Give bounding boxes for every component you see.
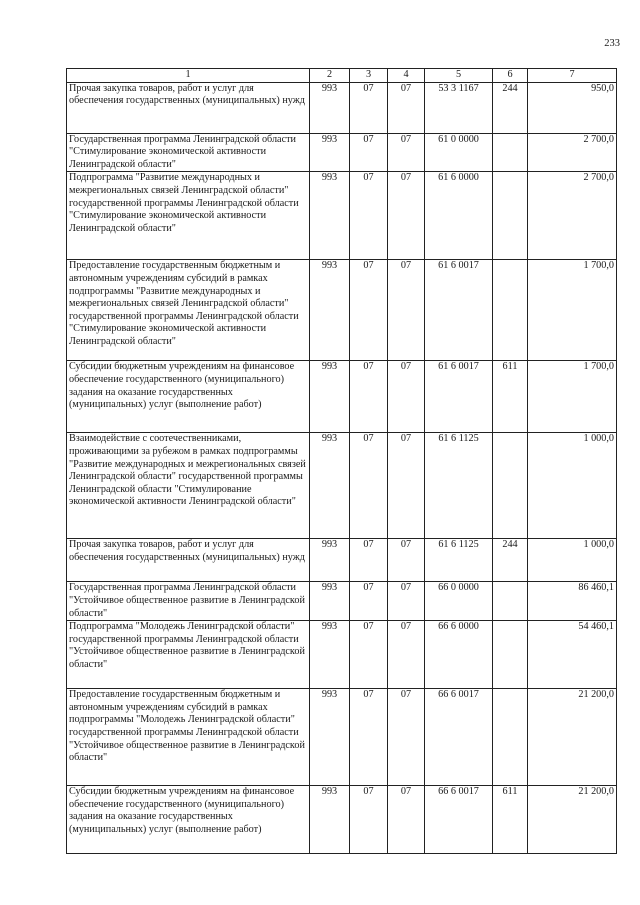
- table-row: [67, 133, 617, 172]
- ministry-code: 993: [310, 260, 350, 361]
- row-description: Подпрограмма "Развитие международных и межрегиональных связей Ленинградской области" государственной программы Ленинградской области "Стимулирование экономической активности Ленинградской области": [67, 172, 310, 260]
- table-row: [67, 260, 617, 361]
- row-description: Прочая закупка товаров, работ и услуг для обеспечения государственных (муниципальных) нужд: [67, 539, 310, 582]
- row-description: Государственная программа Ленинградской области "Стимулирование экономической активности Ленинградской области": [67, 133, 310, 172]
- amount: 1 000,0: [528, 539, 617, 582]
- table-row: [67, 539, 617, 582]
- target-article-code: 66 0 0000: [425, 582, 493, 621]
- ministry-code: 993: [310, 621, 350, 689]
- amount: 2 700,0: [528, 133, 617, 172]
- subsection-code: 07: [388, 260, 425, 361]
- subsection-code: 07: [388, 82, 425, 133]
- subsection-code: 07: [388, 133, 425, 172]
- section-code: 07: [350, 539, 388, 582]
- column-header: 7: [528, 69, 617, 83]
- column-header: 5: [425, 69, 493, 83]
- ministry-code: 993: [310, 786, 350, 854]
- budget-table: [66, 68, 617, 854]
- subsection-code: 07: [388, 786, 425, 854]
- target-article-code: 61 6 0017: [425, 260, 493, 361]
- amount: 54 460,1: [528, 621, 617, 689]
- header-row: [67, 69, 617, 83]
- expense-type-code: [493, 689, 528, 786]
- table-row: [67, 361, 617, 433]
- ministry-code: 993: [310, 582, 350, 621]
- row-description: Предоставление государственным бюджетным и автономным учреждениям субсидий в рамках подпрограммы "Развитие международных и межрегиональных связей Ленинградской области" государственной программы Ленинградской области "Стимулирование экономической активности Ленинградской области": [67, 260, 310, 361]
- amount: 1 700,0: [528, 361, 617, 433]
- ministry-code: 993: [310, 539, 350, 582]
- amount: 21 200,0: [528, 786, 617, 854]
- subsection-code: 07: [388, 582, 425, 621]
- amount: 1 700,0: [528, 260, 617, 361]
- section-code: 07: [350, 361, 388, 433]
- row-description: Субсидии бюджетным учреждениям на финансовое обеспечение государственного (муниципального) задания на оказание государственных (муниципальных) услуг (выполнение работ): [67, 361, 310, 433]
- ministry-code: 993: [310, 172, 350, 260]
- expense-type-code: [493, 582, 528, 621]
- section-code: 07: [350, 621, 388, 689]
- section-code: 07: [350, 172, 388, 260]
- ministry-code: 993: [310, 133, 350, 172]
- row-description: Прочая закупка товаров, работ и услуг для обеспечения государственных (муниципальных) нужд: [67, 82, 310, 133]
- amount: 2 700,0: [528, 172, 617, 260]
- row-description: Субсидии бюджетным учреждениям на финансовое обеспечение государственного (муниципального) задания на оказание государственных (муниципальных) услуг (выполнение работ): [67, 786, 310, 854]
- table-row: [67, 582, 617, 621]
- subsection-code: 07: [388, 172, 425, 260]
- expense-type-code: [493, 133, 528, 172]
- table-row: [67, 172, 617, 260]
- expense-type-code: 244: [493, 82, 528, 133]
- expense-type-code: 611: [493, 361, 528, 433]
- table-row: [67, 82, 617, 133]
- subsection-code: 07: [388, 539, 425, 582]
- target-article-code: 61 6 0017: [425, 361, 493, 433]
- expense-type-code: [493, 433, 528, 539]
- amount: 86 460,1: [528, 582, 617, 621]
- target-article-code: 66 6 0000: [425, 621, 493, 689]
- row-description: Взаимодействие с соотечественниками, проживающими за рубежом в рамках подпрограммы "Развитие международных и межрегиональных связей Ленинградской области" государственной программы Ленинградской области "Стимулирование экономической активности Ленинградской области": [67, 433, 310, 539]
- target-article-code: 53 3 1167: [425, 82, 493, 133]
- target-article-code: 66 6 0017: [425, 786, 493, 854]
- ministry-code: 993: [310, 689, 350, 786]
- table-row: [67, 621, 617, 689]
- amount: 21 200,0: [528, 689, 617, 786]
- target-article-code: 61 6 1125: [425, 433, 493, 539]
- section-code: 07: [350, 689, 388, 786]
- column-header: 2: [310, 69, 350, 83]
- page-number: 233: [604, 38, 620, 49]
- column-header: 1: [67, 69, 310, 83]
- expense-type-code: [493, 172, 528, 260]
- target-article-code: 61 6 1125: [425, 539, 493, 582]
- column-header: 4: [388, 69, 425, 83]
- subsection-code: 07: [388, 361, 425, 433]
- section-code: 07: [350, 786, 388, 854]
- row-description: Подпрограмма "Молодежь Ленинградской области" государственной программы Ленинградской области "Устойчивое общественное развитие в Ленинградской области": [67, 621, 310, 689]
- expense-type-code: 611: [493, 786, 528, 854]
- section-code: 07: [350, 433, 388, 539]
- subsection-code: 07: [388, 689, 425, 786]
- ministry-code: 993: [310, 433, 350, 539]
- subsection-code: 07: [388, 621, 425, 689]
- table-row: [67, 689, 617, 786]
- amount: 950,0: [528, 82, 617, 133]
- section-code: 07: [350, 582, 388, 621]
- target-article-code: 66 6 0017: [425, 689, 493, 786]
- ministry-code: 993: [310, 82, 350, 133]
- row-description: Государственная программа Ленинградской области "Устойчивое общественное развитие в Ленинградской области": [67, 582, 310, 621]
- expense-type-code: [493, 621, 528, 689]
- row-description: Предоставление государственным бюджетным и автономным учреждениям субсидий в рамках подпрограммы "Молодежь Ленинградской области" государственной программы Ленинградской области "Устойчивое общественное развитие в Ленинградской области": [67, 689, 310, 786]
- section-code: 07: [350, 260, 388, 361]
- section-code: 07: [350, 133, 388, 172]
- column-header: 3: [350, 69, 388, 83]
- subsection-code: 07: [388, 433, 425, 539]
- ministry-code: 993: [310, 361, 350, 433]
- section-code: 07: [350, 82, 388, 133]
- expense-type-code: [493, 260, 528, 361]
- column-header: 6: [493, 69, 528, 83]
- amount: 1 000,0: [528, 433, 617, 539]
- expense-type-code: 244: [493, 539, 528, 582]
- table-row: [67, 433, 617, 539]
- target-article-code: 61 0 0000: [425, 133, 493, 172]
- target-article-code: 61 6 0000: [425, 172, 493, 260]
- table-row: [67, 786, 617, 854]
